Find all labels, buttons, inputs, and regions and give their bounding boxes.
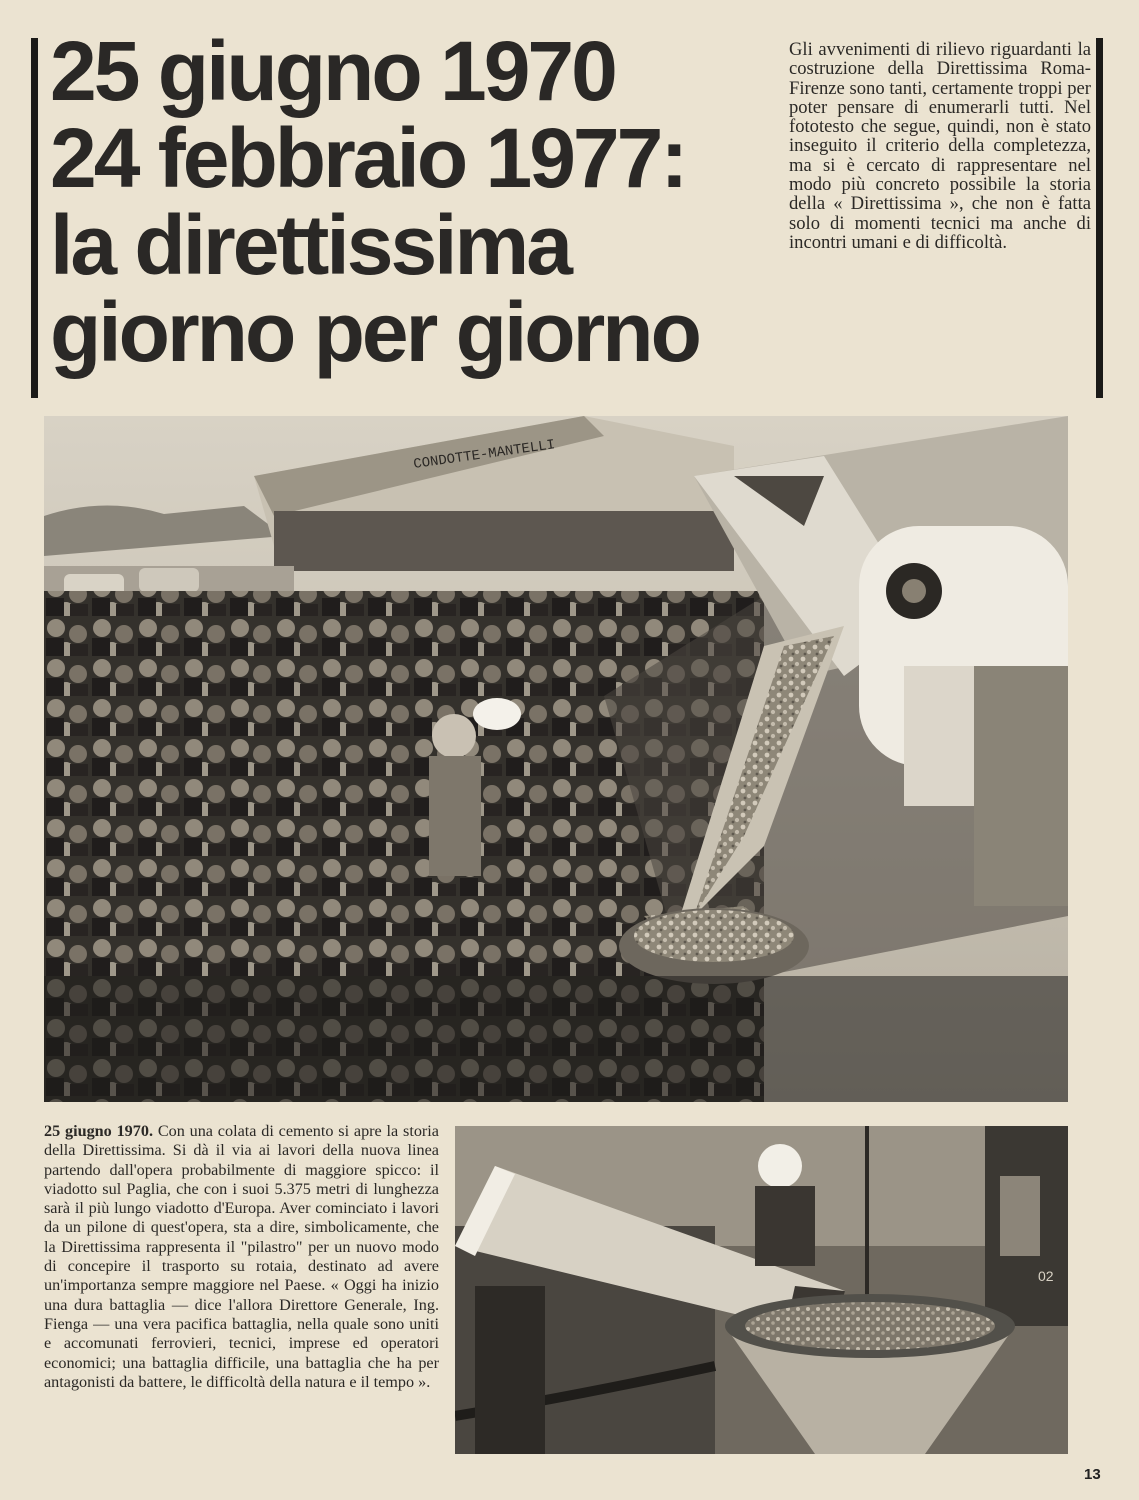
photo-caption	[44, 1122, 439, 1392]
headline	[50, 24, 770, 379]
headline-line-3: la direttissima	[50, 198, 570, 292]
headline-line-4: giorno per giorno	[50, 285, 699, 379]
photo-concrete-bucket	[455, 1126, 1068, 1454]
caption-text: Con una colata di cemento si apre la storia della Direttissima. Si dà il via ai lavori della nuova linea partendo dall'opera probabilmente di maggiore spicco: il viadotto sul Paglia, che con i suoi 5.375 metri di lunghezza sarà il più lungo viadotto d'Europa. Aver cominciato i lavori da un pilone di quest'opera, sta a dire, simbolicamente, che la Direttissima rappresenta il "pilastro" per un nuovo modo di concepire il trasporto su rotaia, destinato ad avere un'importanza sempre maggiore nel Paese. « Oggi ha inizio una dura battaglia — dice l'allora Direttore Generale, Ing. Fienga — una vera pacifica battaglia, nella quale sono uniti e accomunati ferrovieri, tecnici, imprese ed operatori economici; una battaglia difficile, una battaglia che ha per antagonisti da battere, le difficoltà della natura e il tempo ».	[44, 1122, 439, 1391]
headline-line-1: 25 giugno 1970	[50, 24, 615, 118]
headline-line-2: 24 febbraio 1977:	[50, 111, 686, 205]
page-number: 13	[1084, 1466, 1101, 1483]
intro-paragraph: Gli avvenimenti di rilievo riguardanti la costruzione della Direttissima Roma-Firenze sono tanti, certamente troppi per poter pensare di enumerarli tutti. Nel fototesto che segue, quindi, non è stato inseguito il criterio della completezza, ma si è cercato di rappresentare nel modo più concreto possibile la storia della « Direttissima », che non è fatta solo di momenti tecnici ma anche di incontri umani e di difficoltà.	[789, 39, 1091, 253]
right-margin-rule	[1096, 38, 1103, 398]
photo-ceremony-concrete-pour	[44, 416, 1068, 1102]
machine-marking: 02	[1038, 1268, 1054, 1284]
construction-sign: CONDOTTE-MANTELLI	[412, 437, 557, 473]
left-margin-rule	[31, 38, 38, 398]
caption-date: 25 giugno 1970.	[44, 1122, 154, 1140]
